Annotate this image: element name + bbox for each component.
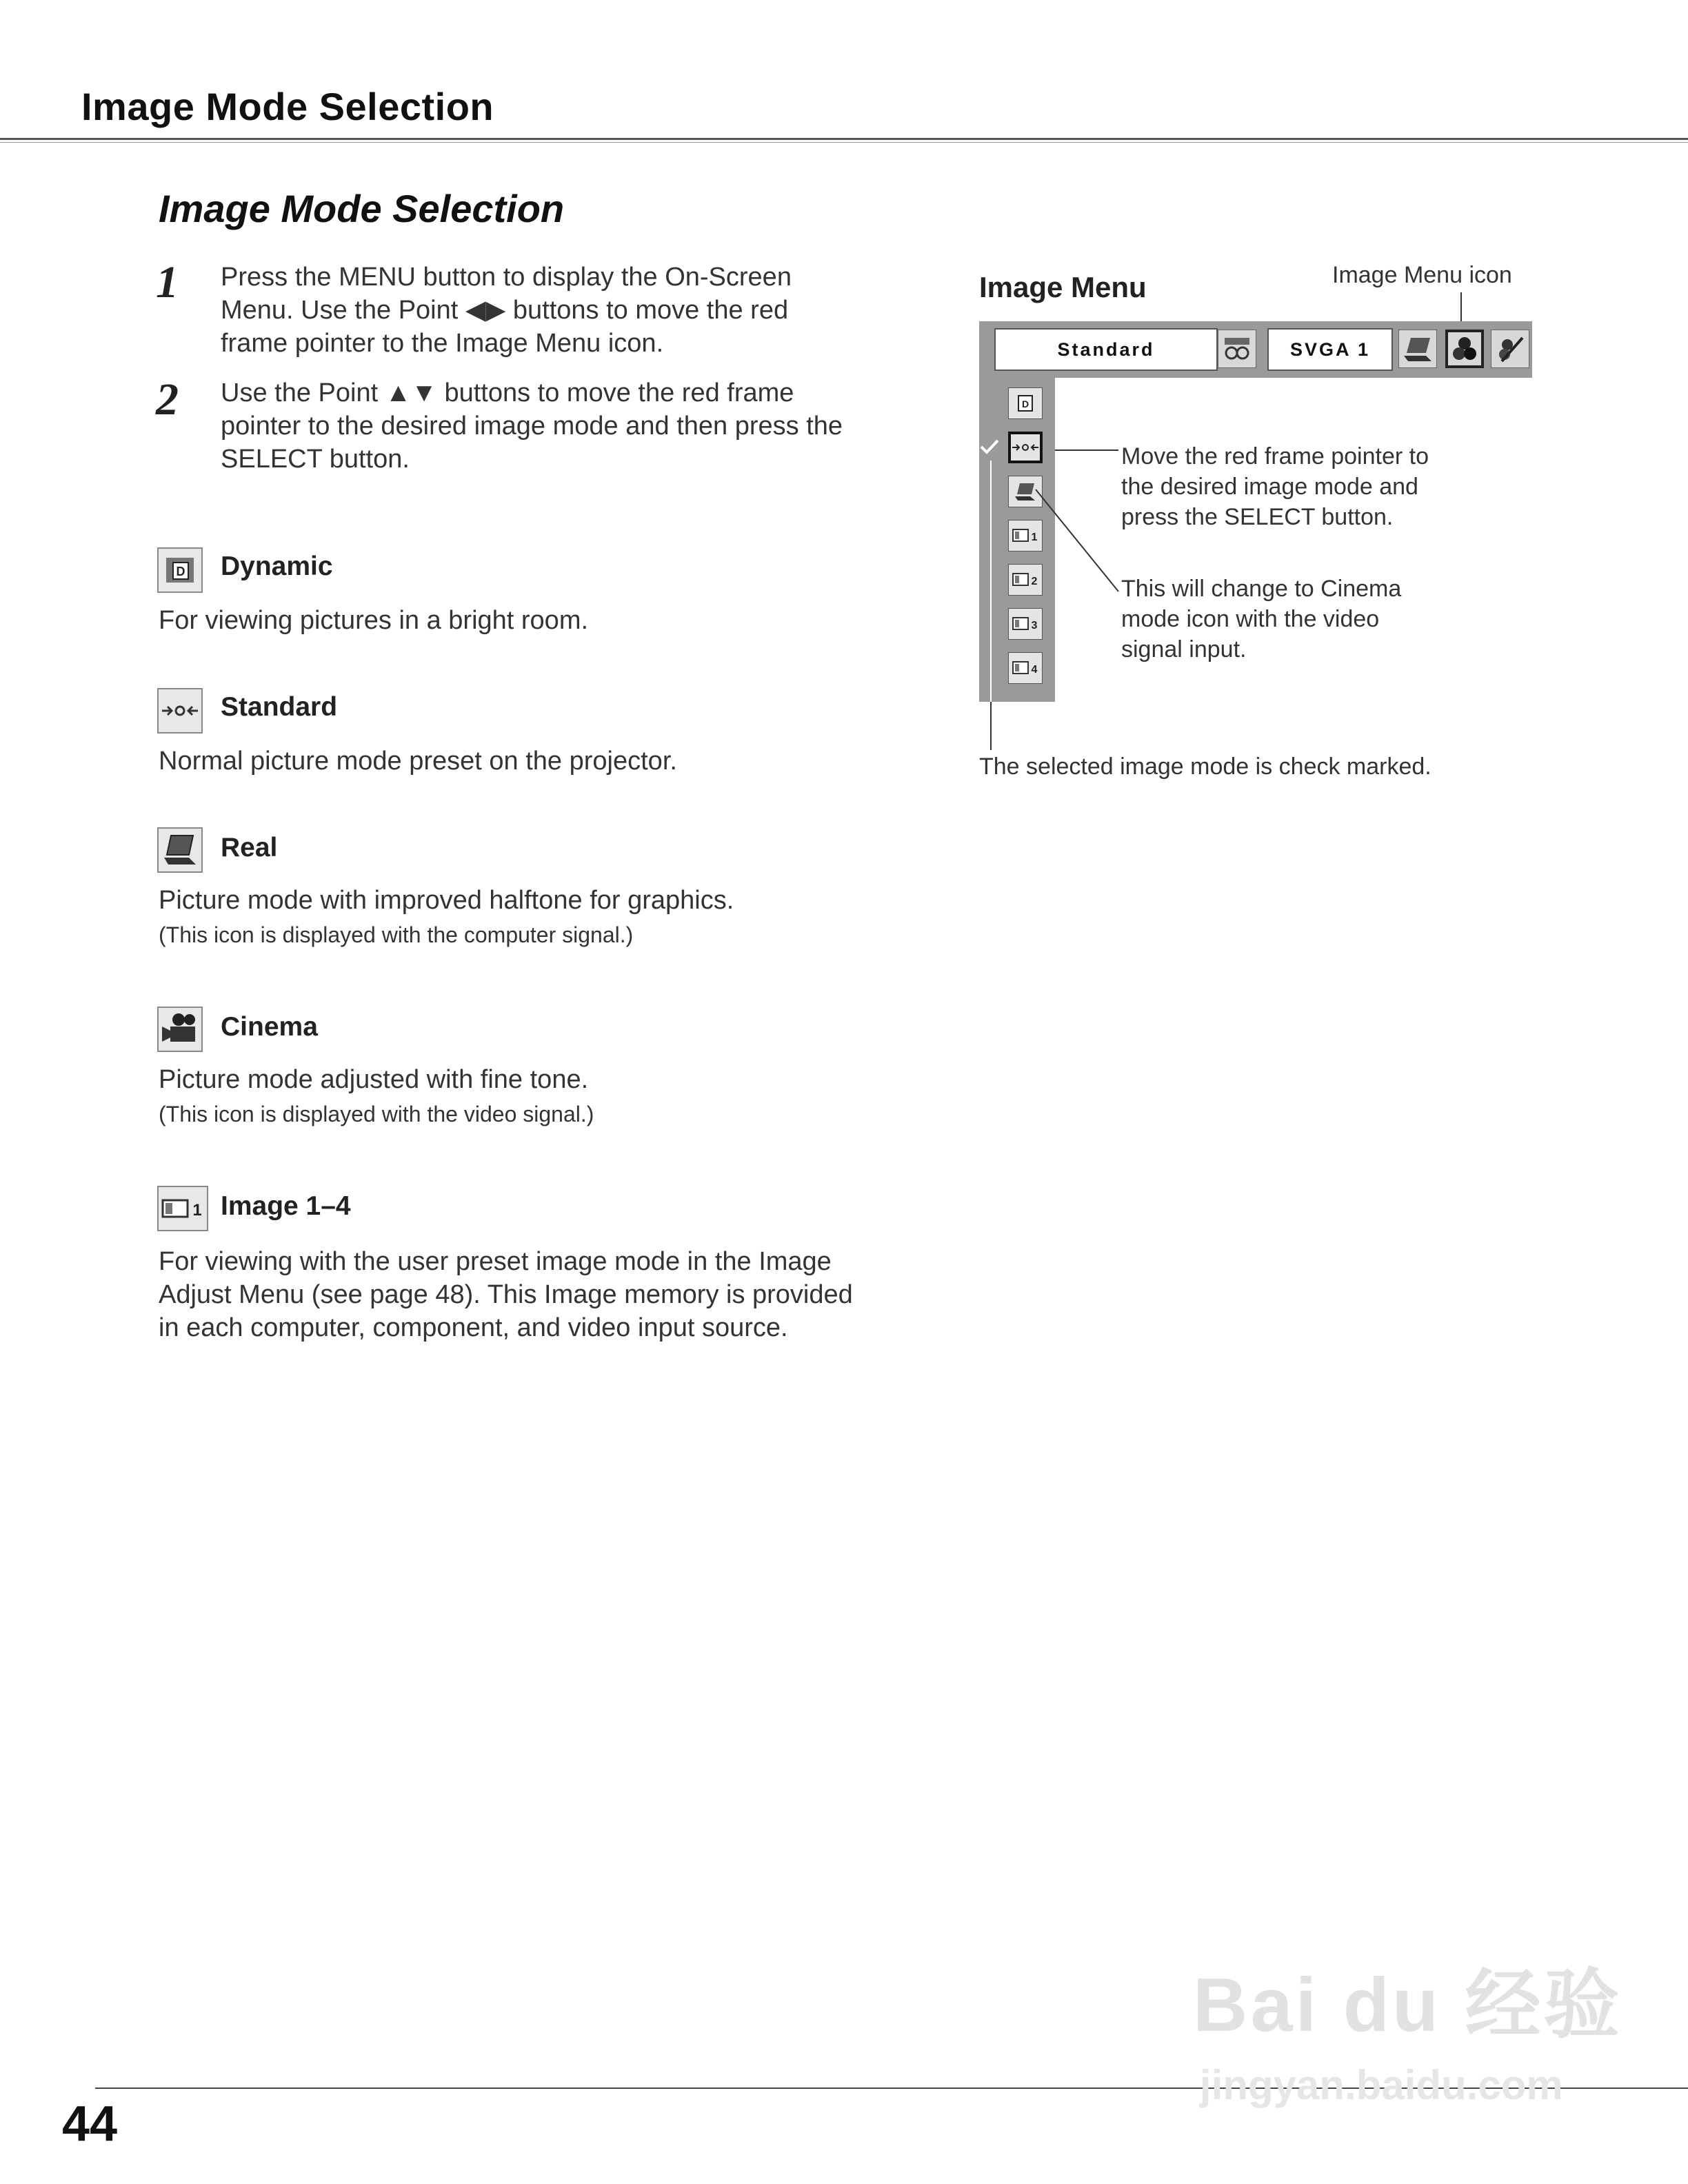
adjust-icon [1218, 330, 1256, 368]
step-number-1: 1 [156, 257, 179, 307]
mode-desc-dynamic: For viewing pictures in a bright room. [159, 606, 589, 635]
check-callout: The selected image mode is check marked. [979, 754, 1431, 780]
dynamic-mode-icon [157, 547, 203, 593]
column-image-3-icon [1008, 608, 1043, 640]
column-dynamic-icon [1008, 387, 1043, 419]
check-mark-icon [979, 438, 1000, 458]
mode-desc-image-1-4 [159, 1245, 853, 1344]
callout-line: mode icon with the video [1121, 606, 1380, 632]
cinema-callout [1121, 574, 1401, 665]
step-1-line: Press the MENU button to display the On-Screen [221, 263, 792, 292]
svg-text:1: 1 [192, 1201, 202, 1220]
callout-line: press the SELECT button. [1121, 504, 1394, 530]
image-menu-icon [1445, 330, 1484, 368]
mode-desc-cinema: Picture mode adjusted with fine tone. [159, 1065, 589, 1094]
callout-line: the desired image mode and [1121, 474, 1418, 500]
check-leader [990, 702, 992, 750]
baidu-watermark-url: jingyan.baidu.com [1200, 2062, 1563, 2108]
menu-signal-box: SVGA 1 [1267, 328, 1393, 371]
step-2-line: SELECT button. [221, 445, 410, 474]
pointer-callout [1121, 441, 1429, 532]
column-standard-icon [1008, 432, 1043, 463]
image-1-4-mode-icon [157, 1186, 208, 1231]
callout-line: This will change to Cinema [1121, 576, 1402, 602]
mode-name-cinema: Cinema [221, 1012, 318, 1042]
header-rule-thin [0, 142, 1688, 143]
image-adjust-icon [1491, 330, 1529, 368]
menu-mode-box: Standard [994, 328, 1218, 371]
menu-bar [979, 321, 1532, 378]
pointer-callout-leader [1055, 449, 1118, 451]
real-mode-icon [157, 827, 203, 873]
page-number: 44 [62, 2096, 118, 2152]
svg-text:2: 2 [1031, 576, 1038, 587]
mode-desc-standard: Normal picture mode preset on the projector. [159, 747, 677, 776]
step-number-2: 2 [156, 374, 179, 425]
cinema-callout-leader [1031, 488, 1124, 598]
cinema-mode-icon [157, 1007, 203, 1052]
section-title: Image Mode Selection [159, 187, 565, 230]
svg-text:3: 3 [1031, 620, 1038, 631]
mode-desc-real: Picture mode with improved halftone for graphics. [159, 886, 734, 915]
standard-mode-icon [157, 688, 203, 734]
step-1-line: Menu. Use the Point ◀▶ buttons to move the red [221, 296, 789, 325]
step-1-line: frame pointer to the Image Menu icon. [221, 329, 664, 358]
mode-name-image-1-4: Image 1–4 [221, 1191, 351, 1221]
callout-line: signal input. [1121, 636, 1247, 663]
step-2-text [221, 376, 843, 476]
svg-text:4: 4 [1031, 664, 1038, 676]
column-image-4-icon [1008, 652, 1043, 684]
mode-note-real: (This icon is displayed with the computer signal.) [159, 922, 634, 947]
step-2-line: pointer to the desired image mode and then press the [221, 412, 843, 441]
baidu-watermark-logo: Bai du 经验 [1193, 1963, 1622, 2048]
svg-text:D: D [1021, 398, 1029, 410]
step-2-line: Use the Point ▲▼ buttons to move the red frame [221, 378, 794, 407]
header-title: Image Mode Selection [81, 85, 494, 128]
mode-name-real: Real [221, 833, 278, 862]
mode-name-dynamic: Dynamic [221, 552, 333, 581]
pc-adjust-icon [1398, 330, 1437, 368]
callout-line: Move the red frame pointer to [1121, 443, 1429, 469]
header-rule [0, 138, 1688, 140]
mode-name-standard: Standard [221, 692, 338, 722]
figure-title: Image Menu [979, 271, 1147, 303]
mode-desc-line: in each computer, component, and video input source. [159, 1313, 788, 1342]
mode-note-cinema: (This icon is displayed with the video signal.) [159, 1102, 594, 1126]
step-1-text [221, 261, 792, 360]
svg-text:1: 1 [1031, 532, 1038, 543]
mode-desc-line: Adjust Menu (see page 48). This Image memory is provided [159, 1280, 853, 1309]
image-menu-icon-label: Image Menu icon [1332, 262, 1512, 288]
svg-text:D: D [176, 565, 185, 578]
mode-desc-line: For viewing with the user preset image mode in the Image [159, 1247, 832, 1276]
